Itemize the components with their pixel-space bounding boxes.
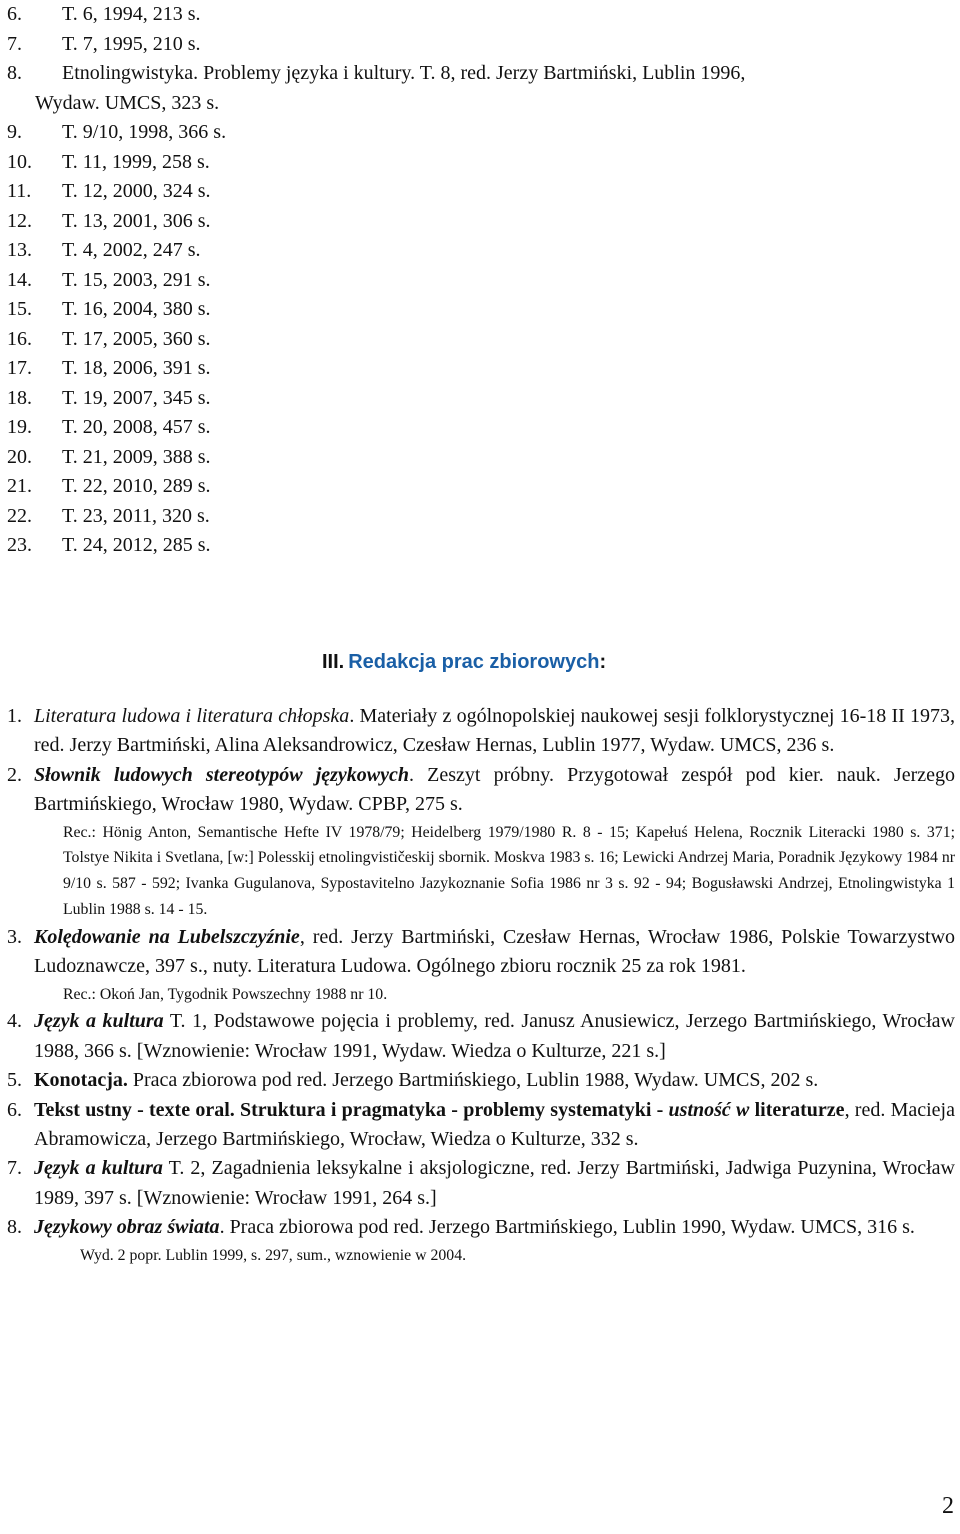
entry-text bbox=[7, 1096, 955, 1155]
entry-title: Językowy obraz świata bbox=[34, 1216, 220, 1239]
entry-text bbox=[7, 1007, 955, 1066]
list-item-number: 23. bbox=[7, 534, 32, 556]
list-item-number: 13. bbox=[7, 239, 32, 261]
section-heading bbox=[322, 648, 610, 676]
entry-text bbox=[7, 761, 955, 820]
list-item-text: T. 16, 2004, 380 s. bbox=[62, 298, 211, 320]
list-item-text: T. 4, 2002, 247 s. bbox=[62, 239, 201, 261]
entry-edition-note: Wyd. 2 popr. Lublin 1999, s. 297, sum., wznowienie w 2004. bbox=[80, 1246, 467, 1264]
list-item-number: 9. bbox=[7, 121, 22, 143]
list-item bbox=[7, 443, 957, 473]
entry-title: Słownik ludowych stereotypów językowych bbox=[34, 763, 409, 786]
list-item bbox=[7, 148, 957, 178]
entry-number: 4. bbox=[7, 1010, 22, 1033]
entry-text bbox=[7, 923, 955, 982]
list-item-text: Etnolingwistyka. Problemy języka i kultury. T. 8, red. Jerzy Bartmiński, Lublin 1996, bbox=[62, 62, 746, 84]
list-item-number: 20. bbox=[7, 445, 32, 468]
entry-title: Kolędowanie na Lubelszczyźnie bbox=[34, 925, 300, 948]
list-item-number: 6. bbox=[7, 3, 22, 25]
volume-list bbox=[7, 0, 957, 561]
list-item-text: T. 9/10, 1998, 366 s. bbox=[62, 121, 227, 143]
list-item-text: T. 13, 2001, 306 s. bbox=[62, 209, 211, 232]
entry-details: , red. Macieja Abramowicza, Jerzego Bartmińskiego, Wrocław, Wiedza o Kulturze, 332 s. bbox=[34, 1098, 955, 1151]
entry-review: Rec.: Okoń Jan, Tygodnik Powszechny 1988 nr 10. bbox=[63, 985, 388, 1003]
list-item-number: 8. bbox=[7, 62, 22, 84]
entry-number: 8. bbox=[7, 1216, 22, 1239]
entry-number: 3. bbox=[7, 925, 22, 948]
list-item-number: 15. bbox=[7, 298, 32, 320]
list-item bbox=[7, 236, 957, 266]
list-item-text: T. 21, 2009, 388 s. bbox=[62, 445, 211, 468]
list-item-text: T. 6, 1994, 213 s. bbox=[62, 3, 201, 25]
entry-title-italic: ustność w bbox=[668, 1098, 750, 1121]
entry-title: Literatura ludowa i literatura chłopska bbox=[34, 705, 350, 727]
list-item-number: 22. bbox=[7, 504, 32, 527]
list-item-number: 7. bbox=[7, 32, 22, 55]
list-item bbox=[7, 531, 957, 561]
entry-text bbox=[7, 1213, 955, 1242]
entry-title: Język a kultura bbox=[34, 1157, 163, 1180]
list-item bbox=[7, 502, 957, 532]
entry-text bbox=[7, 702, 955, 761]
list-item bbox=[7, 354, 957, 384]
list-item-number: 18. bbox=[7, 386, 32, 409]
entry-title: Język a kultura bbox=[34, 1010, 164, 1033]
entry-details: , red. Jerzy Bartmiński, Czesław Hernas, Wrocław 1986, Polskie Towarzystwo Ludoznawcze, 397 s., nuty. Literatura Ludowa. Ogólnego zbioru rocznik 25 za rok 1981. bbox=[34, 925, 956, 978]
list-item bbox=[7, 702, 955, 761]
list-item-number: 19. bbox=[7, 416, 32, 438]
entry-details: . Materiały z ogólnopolskiej naukowej sesji folklorystycznej 16-18 II 1973, red. Jerzy Bartmiński, Alina Aleksandrowicz, Czesław Hernas, Lublin 1977, Wydaw. UMCS, 236 s. bbox=[34, 705, 955, 757]
edited-works-list bbox=[7, 702, 955, 1268]
list-item bbox=[7, 1066, 955, 1095]
list-item bbox=[7, 384, 957, 414]
entry-number: 1. bbox=[7, 705, 22, 727]
entry-details: . Zeszyt próbny. Przygotował zespół pod kier. nauk. Jerzego Bartmińskiego, Wrocław 1980, Wydaw. CPBP, 275 s. bbox=[34, 763, 955, 816]
list-item bbox=[7, 761, 955, 923]
list-item-text: T. 12, 2000, 324 s. bbox=[62, 180, 211, 202]
list-item-text: T. 18, 2006, 391 s. bbox=[62, 357, 211, 379]
page-number: 2 bbox=[942, 1493, 954, 1519]
entry-details: . Praca zbiorowa pod red. Jerzego Bartmińskiego, Lublin 1990, Wydaw. UMCS, 316 s. bbox=[219, 1216, 915, 1239]
list-item bbox=[7, 1154, 955, 1213]
entry-text bbox=[7, 1154, 955, 1213]
list-item-text: T. 7, 1995, 210 s. bbox=[62, 32, 201, 55]
list-item-number: 14. bbox=[7, 268, 32, 291]
list-item bbox=[7, 59, 957, 89]
list-item-text: T. 19, 2007, 345 s. bbox=[62, 386, 211, 409]
list-item-number: 21. bbox=[7, 475, 32, 497]
list-item-continuation: Wydaw. UMCS, 323 s. bbox=[35, 91, 220, 114]
list-item bbox=[7, 413, 957, 443]
list-item-number: 12. bbox=[7, 209, 32, 232]
list-item bbox=[7, 177, 957, 207]
entry-text bbox=[7, 1066, 955, 1095]
list-item bbox=[7, 325, 957, 355]
list-item bbox=[7, 30, 957, 60]
entry-title-end: literaturze bbox=[749, 1098, 845, 1121]
entry-details: Praca zbiorowa pod red. Jerzego Bartmińskiego, Lublin 1988, Wydaw. UMCS, 202 s. bbox=[127, 1069, 819, 1092]
section-title: Redakcja prac zbiorowych bbox=[348, 651, 600, 673]
list-item bbox=[7, 472, 957, 502]
section-number: III. bbox=[322, 651, 345, 673]
entry-number: 6. bbox=[7, 1098, 22, 1121]
entry-number: 5. bbox=[7, 1069, 22, 1092]
entry-number: 7. bbox=[7, 1157, 22, 1180]
list-item bbox=[7, 266, 957, 296]
list-item-text: T. 17, 2005, 360 s. bbox=[62, 327, 211, 350]
list-item-text: T. 23, 2011, 320 s. bbox=[62, 504, 210, 527]
list-item-text: T. 22, 2010, 289 s. bbox=[62, 475, 211, 497]
list-item bbox=[7, 295, 957, 325]
list-item-number: 11. bbox=[7, 180, 32, 202]
list-item-text: T. 20, 2008, 457 s. bbox=[62, 416, 211, 438]
entry-review: Rec.: Hönig Anton, Semantische Hefte IV 1978/79; Heidelberg 1979/1980 R. 8 - 15; Kapełuś Helena, Rocznik Literacki 1980 s. 371; Tolstye Nikita i Svetlana, [w:] Polesskij etnolingvističeskij sbornik. Moskva 1983 s. 16; Lewicki Andrzej Maria, Poradnik Językowy 1984 nr 9/10 s. 587 - 592; Ivanka Gugulanova, Sypostavitelno Jazykoznanie Sofia 1986 nr 3 s. 92 - 94; Bogusławski Andrzej, Etnolingwistyka 1 Lublin 1988 s. 14 - 15. bbox=[63, 823, 955, 919]
list-item-text: T. 24, 2012, 285 s. bbox=[62, 534, 211, 556]
entry-details: T. 1, Podstawowe pojęcia i problemy, red. Janusz Anusiewicz, Jerzego Bartmińskiego, Wrocław 1988, 366 s. [Wznowienie: Wrocław 1991, Wydaw. Wiedza o Kulturze, 221 s.] bbox=[34, 1010, 955, 1062]
list-item bbox=[7, 1007, 955, 1066]
list-item bbox=[7, 118, 957, 148]
list-item bbox=[7, 0, 957, 30]
list-item bbox=[7, 207, 957, 237]
list-item-text: T. 11, 1999, 258 s. bbox=[62, 150, 210, 173]
list-item-text: T. 15, 2003, 291 s. bbox=[62, 268, 211, 291]
list-item bbox=[7, 1213, 955, 1268]
list-item-number: 10. bbox=[7, 150, 32, 173]
list-item bbox=[7, 923, 955, 1008]
entry-number: 2. bbox=[7, 763, 22, 786]
list-item-number: 16. bbox=[7, 327, 32, 350]
entry-details: T. 2, Zagadnienia leksykalne i aksjologiczne, red. Jerzy Bartmiński, Jadwiga Puzynina, Wrocław 1989, 397 s. [Wznowienie: Wrocław 1991, 264 s.] bbox=[34, 1157, 955, 1209]
entry-title: Konotacja. bbox=[34, 1069, 128, 1092]
list-item-number: 17. bbox=[7, 357, 32, 379]
list-item bbox=[7, 1096, 955, 1155]
entry-title: Tekst ustny - texte oral. Struktura i pragmatyka - problemy systematyki - bbox=[34, 1098, 669, 1121]
section-colon: : bbox=[599, 651, 607, 673]
